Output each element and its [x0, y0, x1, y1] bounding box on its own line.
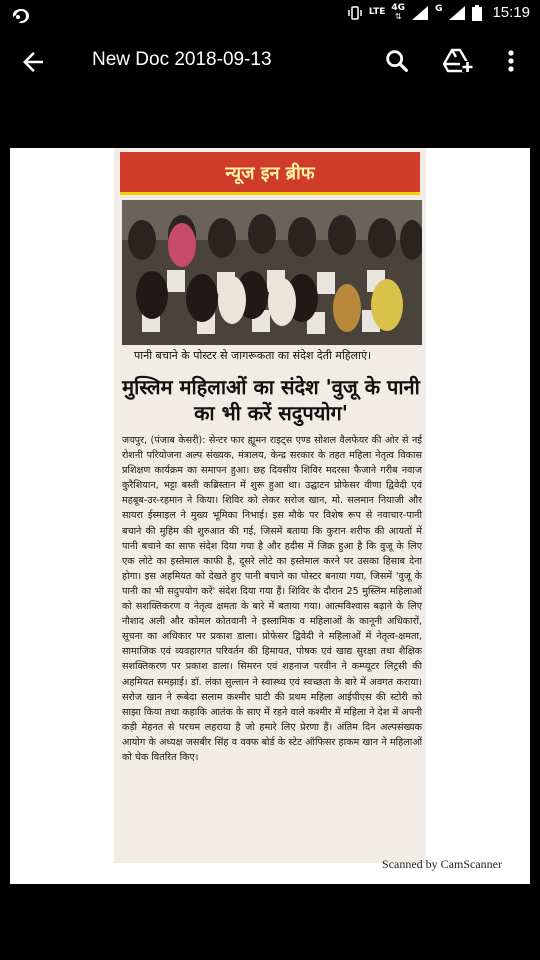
back-arrow-icon: [18, 47, 48, 77]
newspaper-clipping: [114, 148, 426, 863]
signal-strength-icon: [411, 5, 429, 21]
photo-caption: पानी बचाने के पोस्टर से जागरूकता का संदेश देती महिलाएं।: [134, 349, 372, 362]
app-bar: [0, 32, 540, 90]
camscanner-watermark: Scanned by CamScanner: [382, 857, 502, 871]
lte-label: LTE: [368, 7, 386, 17]
article-body: जयपुर, (पंजाब केसरी): सेन्टर फार ह्यूमन राइट्स एण्ड सोशल वैलफेयर की ओर से नई रोशनी परियोजना अल्प संख्यक, मंत्रालय, केन्द्र सरकार के तहत महिला नेतृत्व विकास प्रशिक्षण कार्यक्रम का समापन हुआ। छह दिवसीय शिविर मदरसा फैजाने गरीब नवाज कुरैशियान, भट्टा बस्ती कब्रिस्तान में शुरू हुआ था। उद्घाटन प्रोफेसर वीणा द्विवेदी एवं महबूब-उर-रहमान ने किया। शिविर को लेकर सरोज खान, मो. सलमान नियाजी और सायरा ईस्माइल ने मुख्य भूमिका निभाई। इस मौके पर विशेष रूप से नवाचार-पानी बचाने की मुहिम की शुरुआत की गई, जिसमें बताया कि कुरान शरीफ की आयतों में पानी बचाने का साफ संदेश दिया गया है और हदीस में जिक्र हुआ है कि वुजू के लिए एक लोटे का इस्तेमाल काफी है, दूसरे लोटे का इस्तेमाल करने पर उसका हिसाब देना होगा। इस अहमियत को देखते हुए पानी बचाने का पोस्टर बनाया गया, जिसमें 'वुजू के पानी का भी सदुपयोग करें' संदेश दिया गया हैं। शिविर के दौरान 25 मुस्लिम महिलाओं को सशक्तिकरण व नेतृत्व क्षमता के बारे में बताया गया। आत्मविश्वास बढ़ाने के लिए नौशाद अली और कोमल कोतवानी ने इस्लामिक व महिलाओं के कानूनी अधिकारों, सूचना का अधिकार पर प्रकाश डाला। प्रोफेसर द्विवेदी ने महिलाओं में नेतृत्व-क्षमता, सामाजिक एवं व्यवहारगत परिवर्तन की हिमायत, पोषक एवं खाद्य सुरक्षा तथा शैक्षिक सशक्तिकरण पर प्रकाश डाला। सिमरन एवं शहनाज परवीन ने कम्प्यूटर लिट्रसी की अहमियत समझाई। डॉ. लंका सुल्तान ने स्वास्थ्य एवं स्वच्छता के बारे में अवगत कराया। सरोज खान ने रूबेदा सलाम कश्मीर घाटी की प्रथम महिला आईपीएस की स्टोरी को साझा किया तथा कहाकि आतंक के साए में रहने वाले कश्मीर में महिला ने देश में अपनी कड़ी मेहनत से परचम लहराया है जो हमारे लिए प्रेरणा हैं। अंतिम दिन अल्पसंख्यक आयोग के अध्यक्ष जसबीर सिंह व वक्फ बोर्ड के स्टेट ऑफिसर हाकम खान ने महिलाओं को चेक वितरित किए।: [122, 435, 422, 763]
data-arrows-icon: ⇅: [394, 12, 402, 21]
signal-strength-2-icon: [448, 5, 466, 21]
more-vert-icon: [500, 47, 522, 75]
4g-label: 4G: [391, 3, 406, 13]
scanned-document[interactable]: [10, 148, 530, 884]
back-button[interactable]: [18, 47, 48, 77]
banner-text: न्यूज इन ब्रीफ: [225, 163, 315, 184]
app-notification-icon: [10, 6, 32, 26]
search-button[interactable]: [383, 47, 411, 75]
more-options-button[interactable]: [500, 47, 522, 75]
news-banner: [120, 152, 420, 195]
article-headline: मुस्लिम महिलाओं का संदेश 'वुजू के पानी का भी करें सदुपयोग': [122, 375, 420, 425]
status-bar: [0, 0, 540, 32]
group-photo-graphic: [122, 200, 422, 345]
search-icon: [383, 47, 411, 75]
vibrate-icon: [347, 5, 363, 21]
clock: 15:19: [492, 4, 530, 21]
group-photo: [122, 200, 422, 345]
battery-icon: [472, 5, 482, 21]
upload-to-drive-button[interactable]: [443, 47, 473, 75]
g-label: G: [435, 4, 443, 14]
drive-add-icon: [443, 47, 473, 75]
data-indicator: [391, 4, 405, 21]
document-title: New Doc 2018-09-13: [92, 49, 272, 70]
notification-area: [10, 6, 32, 30]
